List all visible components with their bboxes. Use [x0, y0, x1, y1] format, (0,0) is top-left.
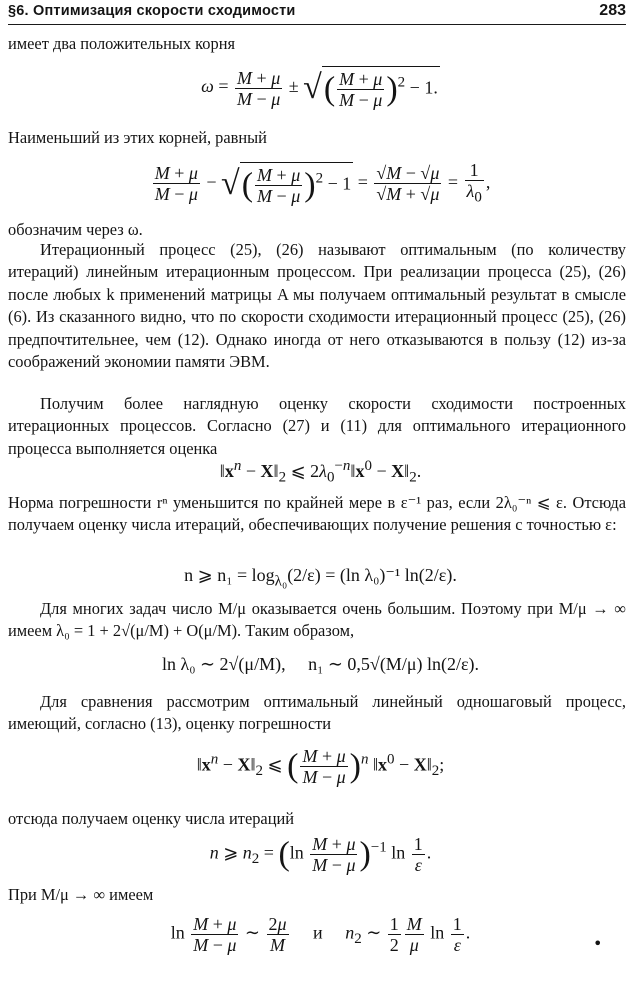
- stray-dot: •: [593, 934, 603, 953]
- paragraph-10: При M/μ → ∞ имеем: [8, 885, 154, 904]
- paragraph-7: Для многих задач число M/μ оказывается очень большим. Поэтому при M/μ → ∞ имеем λ₀ = 1 + 2√(μ/M) + O(μ/M). Таким образом,: [8, 599, 626, 641]
- equation-omega: ω = $\frac{M + \mu}{M - \mu}$ ± √( $\frac{M + \mu}{M - \mu}$ )$^2$ − 1.: [201, 67, 438, 110]
- section-title: §6. Оптимизация скорости сходимости: [8, 3, 296, 19]
- equation-n2-estimate: n ⩾ $n_2 = (\ln$ $\frac{M + \mu}{M - \mu}$ )$^{-1}$ ln $\frac{1}{\varepsilon}$ .: [209, 834, 432, 875]
- iteration-count-lhs: n ⩾ n₁ = log: [184, 565, 275, 585]
- equation-iteration-count: [0, 565, 641, 591]
- paragraph-9: отсюда получаем оценку числа итераций: [8, 809, 295, 828]
- iteration-count-rhs: (2/ε) = (ln λ₀)⁻¹ ln(2/ε).: [287, 565, 457, 585]
- page-number: 283: [599, 2, 626, 19]
- equation-error-bound: $‖x^n$ − $X‖_2$ ⩽ $2\lambda_0^{-n}‖x^0$ − $X‖_2$.: [219, 458, 422, 486]
- paragraph-3: обозначим через ω.: [8, 220, 143, 239]
- paragraph-5: Получим более наглядную оценку скорости сходимости построенных итерационных процессов. Согласно (27) и (11) для оптимального итерационного процесса выполняется оценка: [8, 394, 626, 458]
- paragraph-2: Наименьший из этих корней, равный: [8, 128, 267, 147]
- paragraph-4: Итерационный процесс (25), (26) называют оптимальным (по количеству итераций) линейным итерационным процессом. При реализации процесса (25), (26) после любых k применений матрицы A мы получаем оптимальный результат в смысле (6). Из сказанного видно, что по скорости сходимости итерационный процесс (25), (26) предпочтительнее, чем (12). Однако иногда от него отказываются в пользу (12) из-за соображений экономии памяти ЭВМ.: [8, 240, 626, 372]
- equation-one-step-bound: $‖x^n$ − $X‖_2$ ⩽ ( $\frac{M + \mu}{M - \mu}$ )$^n$ $‖x^0$ − $X‖_2$;: [196, 746, 445, 787]
- paragraph-8: Для сравнения рассмотрим оптимальный линейный одношаговый процесс, имеющий, согласно (13), оценку погрешности: [8, 692, 626, 734]
- paragraph-6: Норма погрешности rⁿ уменьшится по крайней мере в ε⁻¹ раз, если 2λ₀⁻ⁿ ⩽ ε. Отсюда получаем оценку числа итераций, обеспечивающих получение решения с точностью ε:: [8, 493, 626, 535]
- asymptotic-n1: n₁ ∼ 0,5√(M/μ) ln(2/ε).: [308, 654, 480, 674]
- equation-asymptotics: [0, 654, 641, 675]
- conjunction: и: [313, 922, 323, 943]
- log-base: λ₀: [274, 573, 288, 590]
- paragraph-1: имеет два положительных корня: [8, 34, 236, 53]
- running-header: [8, 0, 626, 25]
- equation-smallest-root: $\frac{M + \mu}{M - \mu}$ − √( $\frac{M + \mu}{M - \mu}$ )$^2$ − 1 = $\frac{√M - √\mu}{√M + √\mu}$ = $\frac{1}{\lambda_0}$ ,: [154, 160, 491, 206]
- asymptotic-lambda: ln λ₀ ∼ 2√(μ/M),: [161, 654, 286, 674]
- equation-final-asymptotics: ln $\frac{M + \mu}{M - \mu}$ ∼ $\frac{2\mu}{M}$ и $n_2$ ∼ $\frac{1}{2}$ $\frac{M}{\mu}$ ln $\frac{1}{\varepsilon}$ .: [170, 914, 471, 955]
